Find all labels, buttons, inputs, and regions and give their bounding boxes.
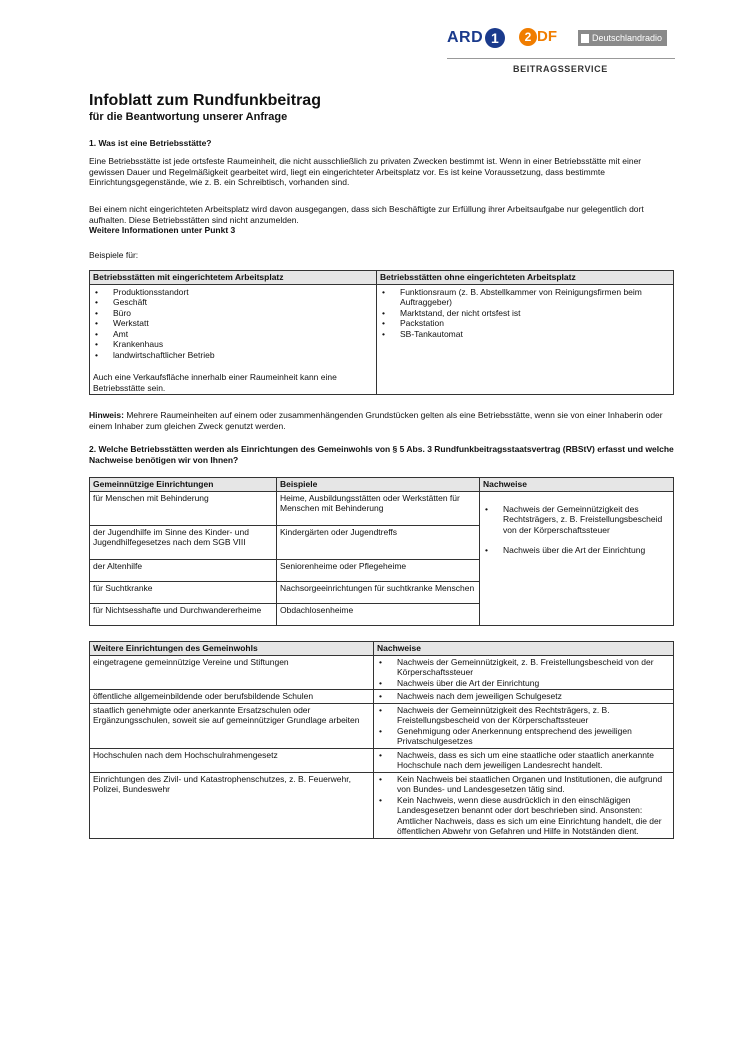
bullet-list <box>380 287 670 340</box>
table-cell: Obdachlosenheime <box>277 603 480 625</box>
hint-paragraph: Hinweis: Mehrere Raumeinheiten auf einem oder zusammenhängenden Grundstücken gelten als eine Betriebsstätte, wenn sie von einer Inhaberin oder einem Inhaber zum gleichen Zweck genutzt werden. <box>89 410 663 431</box>
bullet-list <box>377 750 670 771</box>
section1-paragraph1: Eine Betriebsstätte ist jede ortsfeste Raumeinheit, die nicht ausschließlich zu privaten Zwecken bestimmt ist. Wenn in einer Betriebsstätte mit einer gewissen Dauer und Regelmäßigkeit gearbeitet wird, liegt ein eingerichteter Arbeitsplatz vor. Es ist keine Voraussetzung, dass bestimmte Einrichtungsgegenstände, wie z. B. ein Schreibtisch, vorhanden sind. <box>89 156 642 187</box>
table-cell: staatlich genehmigte oder anerkannte Ersatzschulen oder Ergänzungsschulen, soweit sie auf gemeinnütziger Grundlage arbeiten <box>90 703 374 748</box>
table-header: Nachweise <box>374 642 674 656</box>
table-header: Beispiele <box>277 478 480 492</box>
betriebsstaetten-table <box>89 270 674 395</box>
table-cell <box>374 703 674 748</box>
table-cell: Hochschulen nach dem Hochschulrahmengesetz <box>90 748 374 772</box>
list-item: • Nachweis nach dem jeweiligen Schulgesetz <box>377 691 670 702</box>
page-title: Infoblatt zum Rundfunkbeitrag <box>89 92 321 109</box>
list-item: • Kein Nachweis bei staatlichen Organen und Institutionen, die aufgrund von Bundes- und Landesgesetzen tätig sind. <box>377 774 670 795</box>
list-item: • Funktionsraum (z. B. Abstellkammer von Reinigungsfirmen beim Auftraggeber) <box>380 287 670 308</box>
examples-label: Beispiele für: <box>89 250 139 260</box>
hint-label: Hinweis: <box>89 410 124 420</box>
table-cell <box>374 748 674 772</box>
list-item: • Nachweis über die Art der Einrichtung <box>377 678 670 689</box>
table-header: Weitere Einrichtungen des Gemeinwohls <box>90 642 374 656</box>
table-header: Gemeinnützige Einrichtungen <box>90 478 277 492</box>
list-item: • Geschäft <box>93 297 373 308</box>
table-cell <box>377 284 674 395</box>
header-divider <box>447 58 675 59</box>
ard-logo-mark: 1 <box>485 28 505 48</box>
list-item: • Kein Nachweis, wenn diese ausdrücklich in den einschlägigen Landesgesetzen benannt oder dort beschrieben sind. Ansonsten: Amtlicher Nachweis, dass es sich um eine Einrichtung handelt, die der öffentlichen Abwehr von Gefahren und Hilfe in Notständen dient. <box>377 795 670 837</box>
page-subtitle: für die Beantwortung unserer Anfrage <box>89 111 288 123</box>
list-item: • Nachweis der Gemeinnützigkeit, z. B. Freistellungsbescheid von der Körperschaftssteuer <box>377 657 670 678</box>
list-item: • Produktionsstandort <box>93 287 373 298</box>
table-cell <box>90 284 377 395</box>
table-cell: öffentliche allgemeinbildende oder berufsbildende Schulen <box>90 690 374 704</box>
ard-logo: ARD 1 <box>447 28 505 48</box>
table-cell: für Nichtsesshafte und Durchwandererheime <box>90 603 277 625</box>
table-note: Auch eine Verkaufsfläche innerhalb einer Raumeinheit kann eine Betriebsstätte sein. <box>93 372 337 393</box>
list-item: • Genehmigung oder Anerkennung entsprechend des jeweiligen Privatschulgesetzes <box>377 726 670 747</box>
bullet-list <box>377 691 670 702</box>
bullet-list <box>377 705 670 747</box>
bullet-list <box>377 774 670 837</box>
zdf-logo: 2 DF <box>519 28 557 46</box>
beitragsservice-label: BEITRAGSSERVICE <box>513 64 608 74</box>
table-cell: Nachsorgeeinrichtungen für suchtkranke Menschen <box>277 581 480 603</box>
weitere-einrichtungen-table <box>89 641 674 839</box>
table-cell <box>374 655 674 690</box>
table-cell: Heime, Ausbildungsstätten oder Werkstätten für Menschen mit Behinderung <box>277 491 480 525</box>
table-cell: eingetragene gemeinnützige Vereine und Stiftungen <box>90 655 374 690</box>
list-item: • Packstation <box>380 318 670 329</box>
list-item: • Amt <box>93 329 373 340</box>
list-item: • SB-Tankautomat <box>380 329 670 340</box>
table-cell <box>374 690 674 704</box>
table-cell: Kindergärten oder Jugendtreffs <box>277 525 480 559</box>
list-item: • Werkstatt <box>93 318 373 329</box>
section1-paragraph2: Bei einem nicht eingerichteten Arbeitsplatz wird davon ausgegangen, dass sich Beschäftigte zur Erfüllung ihrer Arbeitsaufgabe nur gelegentlich dort aufhalten. Diese Betriebsstätten sind nicht anzumelden. Weitere Informationen unter Punkt 3 <box>89 204 644 235</box>
table-cell: Seniorenheime oder Pflegeheime <box>277 559 480 581</box>
list-item: • Krankenhaus <box>93 339 373 350</box>
deutschlandradio-logo: Deutschlandradio <box>578 30 667 46</box>
table-cell: für Suchtkranke <box>90 581 277 603</box>
nachweise-cell <box>480 491 674 625</box>
table-cell <box>374 772 674 838</box>
table-cell: der Altenhilfe <box>90 559 277 581</box>
list-item: • Büro <box>93 308 373 319</box>
table-header: Nachweise <box>480 478 674 492</box>
bullet-list <box>377 657 670 689</box>
section2-heading: 2. Welche Betriebsstätten werden als Einrichtungen des Gemeinwohls von § 5 Abs. 3 Rundfunkbeitragsstaatsvertrag (RBStV) erfasst und welche Nachweise benötigen wir von Ihnen? <box>89 444 674 465</box>
table-cell: für Menschen mit Behinderung <box>90 491 277 525</box>
list-item: • landwirtschaftlicher Betrieb <box>93 350 373 361</box>
section1-heading: 1. Was ist eine Betriebsstätte? <box>89 138 212 148</box>
list-item: • Nachweis der Gemeinnützigkeit des Rechtsträgers, z. B. Freistellungsbescheid von der Körperschaftssteuer <box>483 504 670 536</box>
table-cell: Einrichtungen des Zivil- und Katastrophenschutzes, z. B. Feuerwehr, Polizei, Bundeswehr <box>90 772 374 838</box>
bullet-list <box>483 504 670 556</box>
table-header: Betriebsstätten ohne eingerichteten Arbeitsplatz <box>377 271 674 285</box>
list-item: • Nachweis über die Art der Einrichtung <box>483 545 670 556</box>
table-header: Betriebsstätten mit eingerichtetem Arbeitsplatz <box>90 271 377 285</box>
list-item: • Marktstand, der nicht ortsfest ist <box>380 308 670 319</box>
deutschlandradio-icon <box>581 34 589 43</box>
section1-paragraph2-bold: Weitere Informationen unter Punkt 3 <box>89 225 236 235</box>
list-item: • Nachweis, dass es sich um eine staatliche oder staatlich anerkannte Hochschule nach dem jeweiligen Landesrecht handelt. <box>377 750 670 771</box>
table-cell: der Jugendhilfe im Sinne des Kinder- und Jugendhilfegesetzes nach dem SGB VIII <box>90 525 277 559</box>
zdf-logo-mark: 2 <box>519 28 537 46</box>
list-item: • Nachweis der Gemeinnützigkeit des Rechtsträgers, z. B. Freistellungsbescheid von der Körperschaftssteuer <box>377 705 670 726</box>
bullet-list <box>93 287 373 361</box>
gemeinwohl-table <box>89 477 674 626</box>
